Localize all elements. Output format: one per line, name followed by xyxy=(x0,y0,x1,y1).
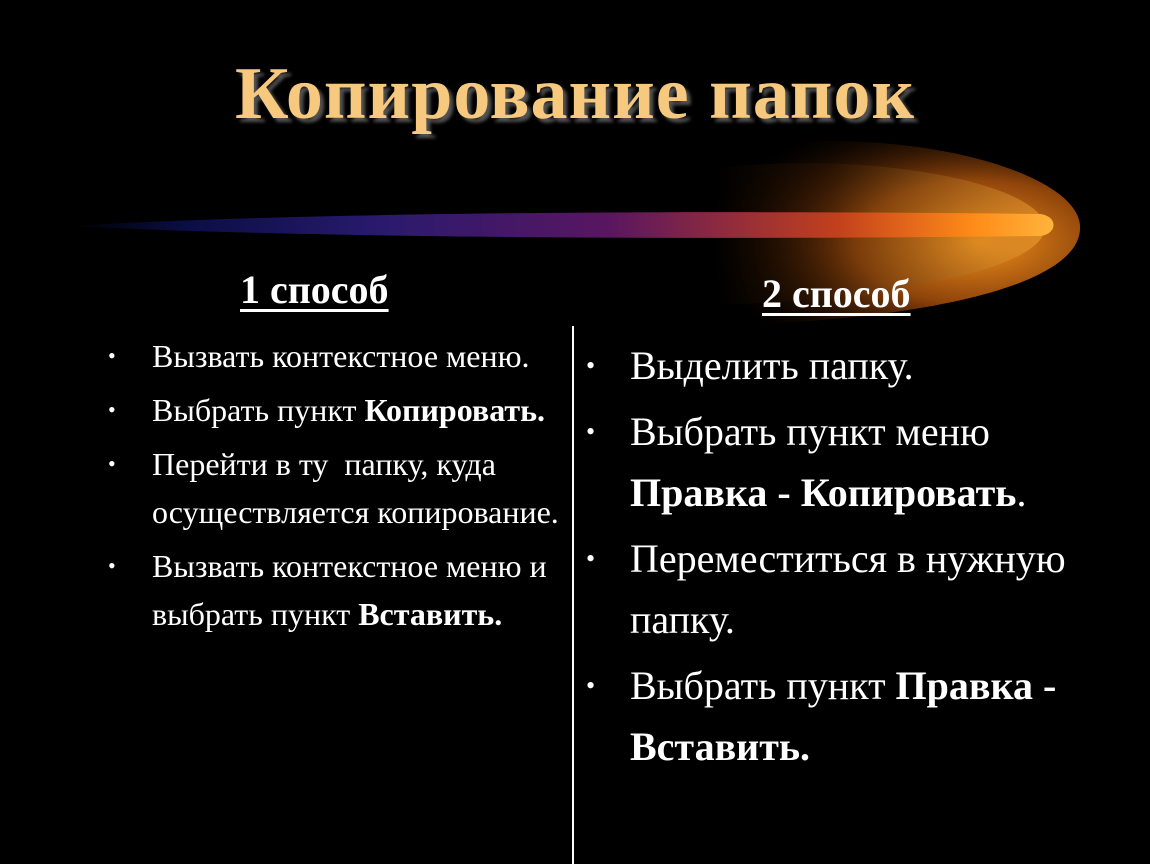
list-item xyxy=(586,528,1126,650)
list-item xyxy=(586,655,1126,777)
method-1-heading: 1 способ xyxy=(240,267,389,312)
step-text: Вызвать контекстное меню и выбрать пункт xyxy=(152,548,547,632)
bullet-icon: • xyxy=(586,544,596,573)
step-text: Вызвать контекстное меню. xyxy=(152,338,530,374)
bullet-icon: • xyxy=(586,671,596,700)
step-suffix: . xyxy=(1016,470,1027,515)
step-text: Перейти в ту папку, куда осуществляется копирование. xyxy=(152,446,559,530)
step-command: Копировать. xyxy=(364,392,546,428)
bullet-icon: • xyxy=(108,343,116,368)
page-title: Копирование папок xyxy=(234,53,916,135)
list-item xyxy=(108,332,568,380)
step-command: Правка - Вставить. xyxy=(630,663,1057,769)
list-item xyxy=(108,542,568,638)
method-2-heading: 2 способ xyxy=(762,271,911,316)
bullet-icon: • xyxy=(108,451,116,476)
step-text: Выделить папку. xyxy=(630,343,914,388)
bullet-icon: • xyxy=(108,553,116,578)
bullet-icon: • xyxy=(108,397,116,422)
step-text: Выбрать пункт xyxy=(152,392,365,428)
step-text: Выбрать пункт меню xyxy=(630,409,990,454)
method-1-steps xyxy=(108,332,568,644)
list-item xyxy=(108,386,568,434)
bullet-icon: • xyxy=(586,351,596,380)
list-item xyxy=(108,440,568,536)
step-command: Правка - Копировать xyxy=(630,470,1017,515)
column-divider xyxy=(572,326,574,864)
step-command: Вставить. xyxy=(358,596,503,632)
list-item xyxy=(586,401,1126,523)
list-item xyxy=(586,335,1126,396)
bullet-icon: • xyxy=(586,417,596,446)
method-2-steps xyxy=(586,335,1126,782)
step-text: Переместиться в нужную папку. xyxy=(630,536,1066,642)
light-streak xyxy=(70,212,1054,238)
step-text: Выбрать пункт xyxy=(630,663,896,708)
